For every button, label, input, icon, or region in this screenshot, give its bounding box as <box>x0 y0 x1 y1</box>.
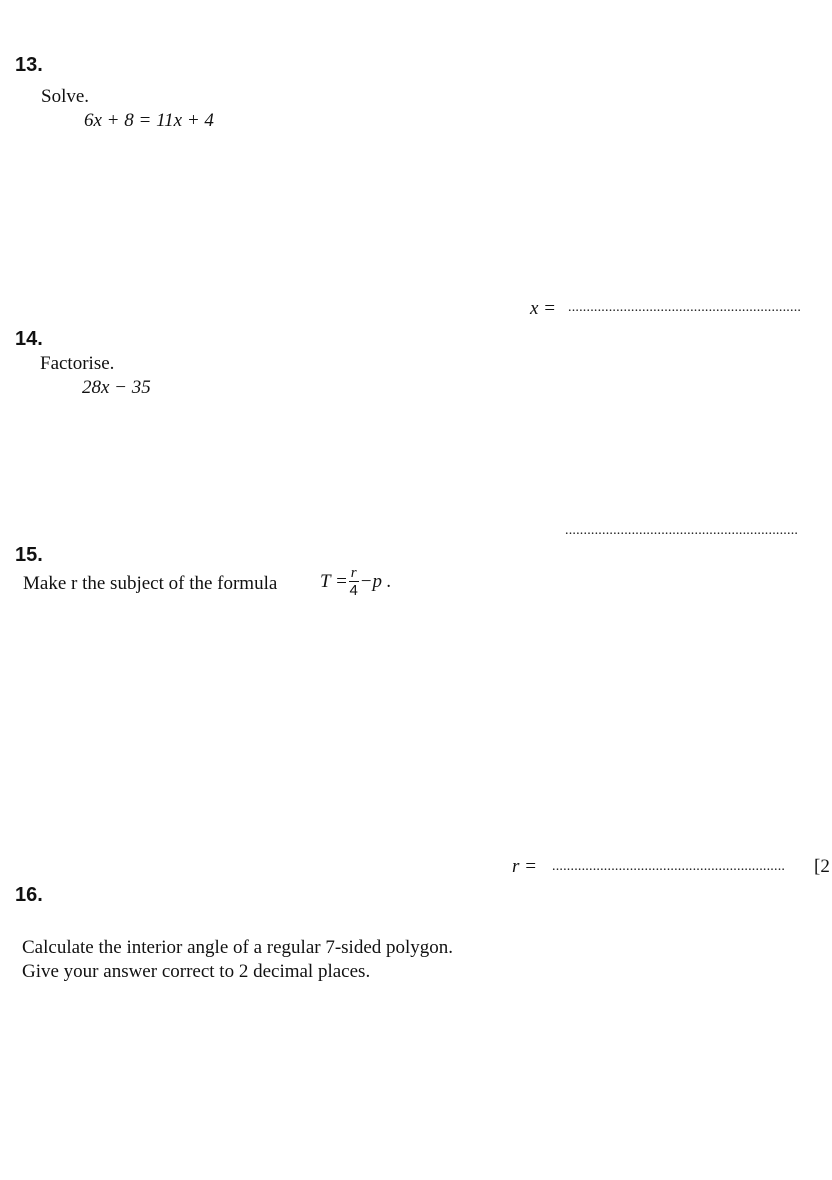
question-13-number: 13. <box>15 54 43 76</box>
question-14-answer-line[interactable]: ............................................................... <box>565 523 799 538</box>
question-15-answer-line[interactable]: ............................................................... <box>552 859 786 874</box>
question-15-number: 15. <box>15 544 43 566</box>
question-15-formula <box>320 566 391 598</box>
formula-lhs: T = <box>320 571 348 592</box>
question-16-line-1: Calculate the interior angle of a regular 7-sided polygon. <box>22 937 454 958</box>
formula-numerator: r <box>350 565 357 581</box>
formula-rest: −p . <box>359 571 392 592</box>
question-13-answer-line[interactable]: ............................................................... <box>568 300 802 315</box>
question-15-answer-label: r = <box>512 856 537 877</box>
formula-denominator: 4 <box>349 582 358 599</box>
question-16-line-2: Give your answer correct to 2 decimal places. <box>22 961 371 982</box>
question-16-number: 16. <box>15 884 43 906</box>
question-15-instruction: Make r the subject of the formula <box>23 573 278 594</box>
question-13-equation: 6x + 8 = 11x + 4 <box>84 110 214 131</box>
formula-fraction <box>349 566 359 598</box>
question-14-number: 14. <box>15 328 43 350</box>
question-13-instruction: Solve. <box>41 86 90 107</box>
question-14-instruction: Factorise. <box>40 353 115 374</box>
question-13-answer-label: x = <box>530 298 557 319</box>
question-14-expression: 28x − 35 <box>82 377 151 398</box>
question-15-marks: [2 <box>814 856 830 877</box>
